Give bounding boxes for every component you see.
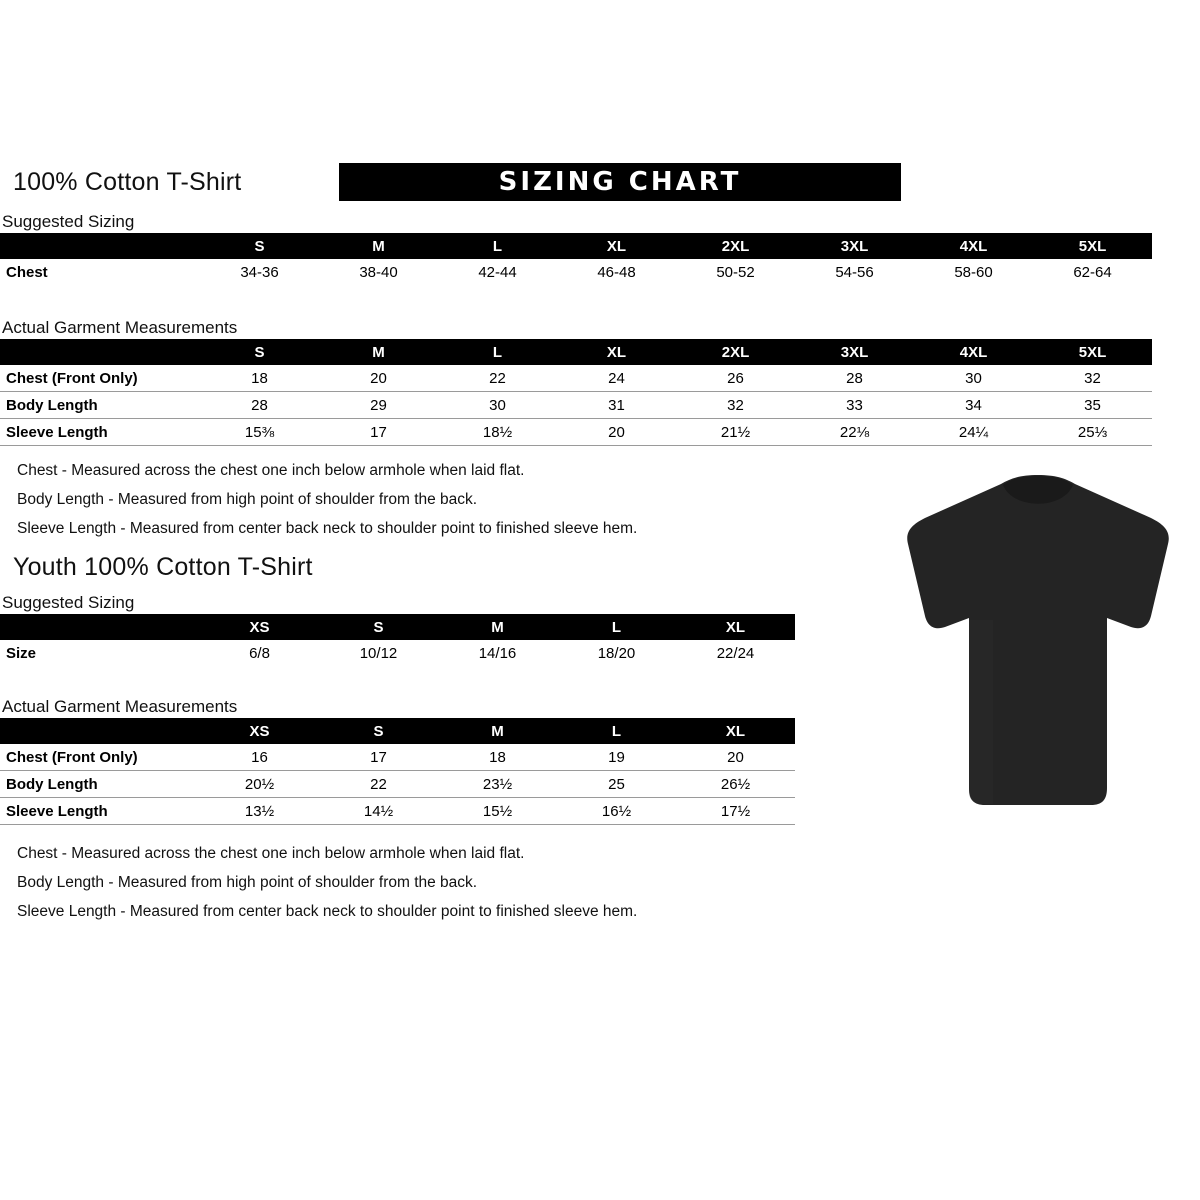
col-header: L: [492, 237, 503, 255]
row-label: Body Length: [6, 775, 98, 793]
cell: 35: [1084, 396, 1101, 414]
cell: 16½: [601, 802, 632, 820]
col-header: M: [372, 343, 385, 361]
sizing-chart-banner: [339, 163, 901, 201]
cell: 16: [251, 748, 268, 766]
cell: 10/12: [359, 644, 398, 662]
row-label: Chest (Front Only): [6, 369, 138, 387]
table-header-row: [0, 233, 1152, 259]
col-header: S: [373, 618, 384, 636]
col-header: XS: [249, 722, 270, 740]
cell: 18½: [482, 423, 513, 441]
sizing-chart-banner-label: SIZING CHART: [498, 167, 742, 197]
col-header: 2XL: [721, 343, 750, 361]
cell: 30: [965, 369, 982, 387]
col-header: M: [491, 722, 504, 740]
cell: 29: [370, 396, 387, 414]
table-row: [0, 419, 1152, 446]
cell: 14½: [363, 802, 394, 820]
cell: 20: [370, 369, 387, 387]
youth-note-sleeve-length: Sleeve Length - Measured from center back neck to shoulder point to finished sleeve hem.: [17, 903, 638, 920]
col-header: [0, 718, 200, 744]
row-label: Sleeve Length: [6, 802, 108, 820]
col-header: 3XL: [840, 237, 869, 255]
table-header-row: [0, 614, 795, 640]
cell: 18: [251, 369, 268, 387]
col-header: [0, 614, 200, 640]
cell: 33: [846, 396, 863, 414]
table-row: [0, 259, 1152, 285]
cell: 23½: [482, 775, 513, 793]
col-header: [0, 233, 200, 259]
col-header: L: [492, 343, 503, 361]
cell: 32: [1084, 369, 1101, 387]
cell: 31: [608, 396, 625, 414]
cell: 14/16: [478, 644, 517, 662]
col-header: XS: [249, 618, 270, 636]
col-header: 3XL: [840, 343, 869, 361]
cell: 46-48: [597, 263, 636, 281]
cell: 62-64: [1073, 263, 1112, 281]
cell: 18/20: [597, 644, 636, 662]
cell: 24¼: [958, 423, 989, 441]
table-row: [0, 640, 795, 666]
cell: 34: [965, 396, 982, 414]
cell: 32: [727, 396, 744, 414]
col-header: L: [611, 722, 622, 740]
cell: 22: [370, 775, 387, 793]
cell: 13½: [244, 802, 275, 820]
adult-section-title: 100% Cotton T-Shirt: [13, 168, 242, 196]
cell: 54-56: [835, 263, 874, 281]
cell: 25: [608, 775, 625, 793]
cell: 21½: [720, 423, 751, 441]
row-label: Chest: [6, 263, 48, 281]
youth-suggested-sizing-label: Suggested Sizing: [2, 593, 135, 612]
adult-actual-measurements-label: Actual Garment Measurements: [2, 318, 238, 337]
table-row: [0, 365, 1152, 392]
col-header: 5XL: [1078, 343, 1107, 361]
adult-note-chest: Chest - Measured across the chest one inch below armhole when laid flat.: [17, 462, 525, 479]
youth-suggested-sizing-table: [0, 614, 795, 666]
col-header: XL: [606, 343, 627, 361]
col-header: M: [372, 237, 385, 255]
cell: 26½: [720, 775, 751, 793]
row-label: Sleeve Length: [6, 423, 108, 441]
cell: 34-36: [240, 263, 279, 281]
col-header: S: [373, 722, 384, 740]
table-header-row: [0, 339, 1152, 365]
row-label: Size: [6, 644, 37, 662]
col-header: [0, 339, 200, 365]
cell: 25⅓: [1077, 423, 1108, 441]
cell: 22/24: [716, 644, 755, 662]
cell: 6/8: [249, 644, 270, 662]
col-header: XL: [725, 722, 746, 740]
col-header: XL: [606, 237, 627, 255]
table-row: [0, 771, 795, 798]
cell: 15⅜: [244, 423, 275, 441]
cell: 58-60: [954, 263, 993, 281]
cell: 18: [489, 748, 506, 766]
youth-section-title: Youth 100% Cotton T-Shirt: [13, 553, 313, 581]
cell: 20½: [244, 775, 275, 793]
table-header-row: [0, 718, 795, 744]
adult-suggested-sizing-table: [0, 233, 1152, 285]
cell: 28: [846, 369, 863, 387]
cell: 22: [489, 369, 506, 387]
youth-note-body-length: Body Length - Measured from high point of shoulder from the back.: [17, 874, 478, 891]
cell: 26: [727, 369, 744, 387]
cell: 17: [370, 423, 387, 441]
cell: 42-44: [478, 263, 517, 281]
cell: 15½: [482, 802, 513, 820]
youth-actual-measurements-label: Actual Garment Measurements: [2, 697, 238, 716]
cell: 20: [608, 423, 625, 441]
youth-note-chest: Chest - Measured across the chest one inch below armhole when laid flat.: [17, 845, 525, 862]
table-row: [0, 798, 795, 825]
adult-note-body-length: Body Length - Measured from high point of shoulder from the back.: [17, 491, 478, 508]
adult-actual-measurements-table: [0, 339, 1152, 446]
col-header: M: [491, 618, 504, 636]
adult-suggested-sizing-label: Suggested Sizing: [2, 212, 135, 231]
col-header: 4XL: [959, 237, 988, 255]
cell: 30: [489, 396, 506, 414]
col-header: L: [611, 618, 622, 636]
cell: 20: [727, 748, 744, 766]
cell: 17½: [720, 802, 751, 820]
cell: 17: [370, 748, 387, 766]
col-header: 4XL: [959, 343, 988, 361]
youth-actual-measurements-table: [0, 718, 795, 825]
cell: 19: [608, 748, 625, 766]
cell: 38-40: [359, 263, 398, 281]
cell: 24: [608, 369, 625, 387]
cell: 50-52: [716, 263, 755, 281]
table-row: [0, 392, 1152, 419]
col-header: S: [254, 343, 265, 361]
col-header: 2XL: [721, 237, 750, 255]
table-row: [0, 744, 795, 771]
cell: 28: [251, 396, 268, 414]
col-header: 5XL: [1078, 237, 1107, 255]
cell: 22⅛: [839, 423, 870, 441]
row-label: Chest (Front Only): [6, 748, 138, 766]
adult-note-sleeve-length: Sleeve Length - Measured from center back neck to shoulder point to finished sleeve hem.: [17, 520, 638, 537]
col-header: S: [254, 237, 265, 255]
col-header: XL: [725, 618, 746, 636]
tshirt-product-image: [893, 470, 1183, 815]
row-label: Body Length: [6, 396, 98, 414]
